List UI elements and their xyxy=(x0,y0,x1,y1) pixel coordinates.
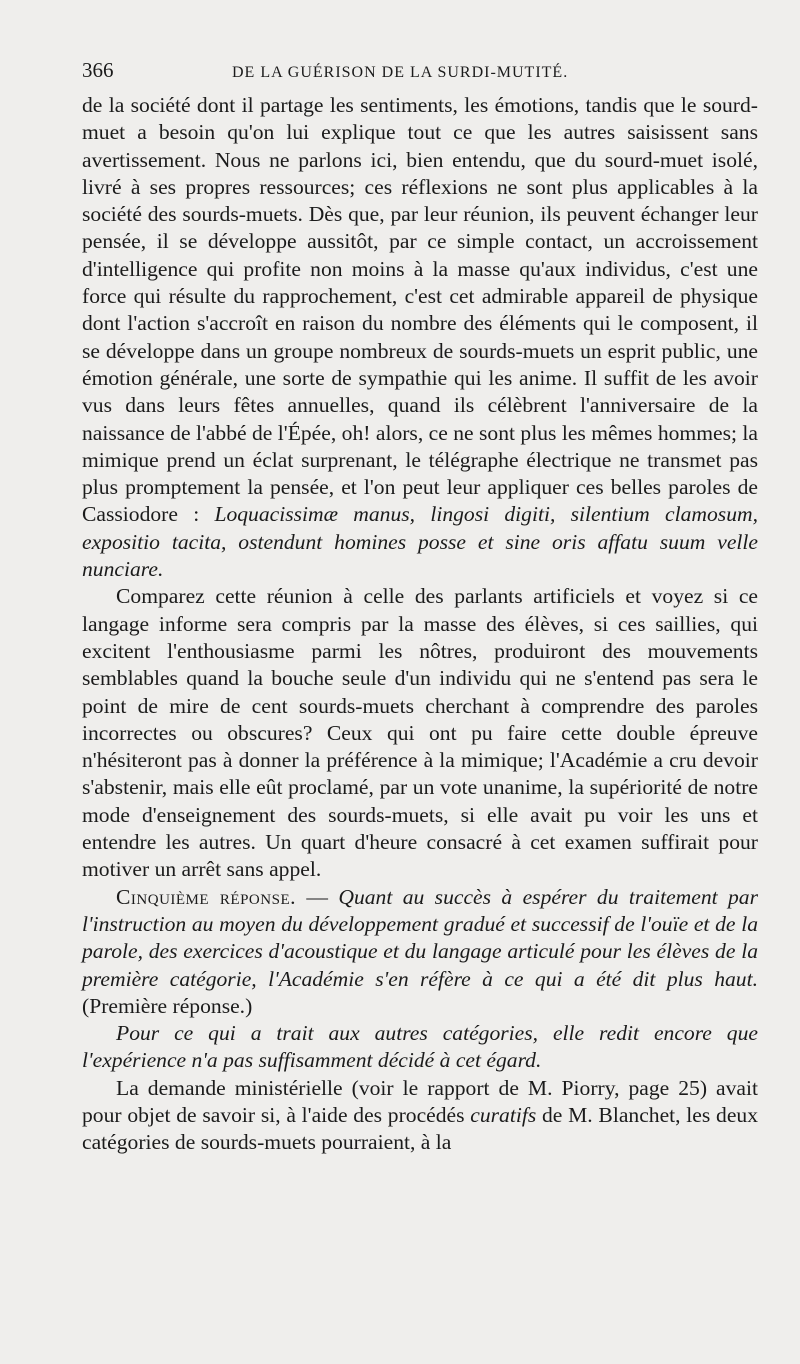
paragraph-3-tail: (Première réponse.) xyxy=(82,993,253,1018)
paragraph-1 xyxy=(82,92,758,583)
page-number: 366 xyxy=(82,58,114,82)
paragraph-2 xyxy=(82,583,758,883)
paragraph-5-text-end: de M. Blanchet, les deux catégories de sourds-muets pourraient, à la xyxy=(82,1102,758,1155)
paragraph-3-italic: Quant au succès à espérer du traitement par l'instruction au moyen du développement gradué et successif de l'ouïe et de la parole, des exercices d'acoustique et du langage articulé pour les élèves de la première catégorie, l'Académie s'en réfère à ce qui a été dit plus haut. xyxy=(82,884,759,991)
paragraph-3 xyxy=(82,884,758,1020)
paragraph-2-text: Comparez cette réunion à celle des parlants artificiels et voyez si ce langage informe sera compris par la masse des élèves, si ces saillies, qui excitent l'enthousiasme parmi les nôtres, produiront des mouvements semblables quand la bouche seule d'un individu qui ne s'entend pas sera le point de mire de cent sourds-muets cherchant à comprendre des paroles incorrectes ou obscures? Ceux qui ont pu faire cette double épreuve n'hésiteront pas à donner la préférence à la mimique; l'Académie a cru devoir s'abstenir, mais elle eût proclamé, par un vote unanime, la supériorité de notre mode d'enseignement des sourds-muets, si elle avait pu voir les uns et entendre les autres. Un quart d'heure consacré à cet examen suffirait pour motiver un arrêt sans appel. xyxy=(82,584,758,882)
paragraph-4-italic: Pour ce qui a trait aux autres catégories, elle redit encore que l'expérience n'a pas suffisamment décidé à cet égard. xyxy=(82,1021,758,1073)
paragraph-4 xyxy=(82,1020,758,1075)
latin-quotation: Loquacissimæ manus, lingosi digiti, silentium clamosum, expositio tacita, ostendunt homines posse et sine oris affatu suum velle nunciare. xyxy=(82,502,758,582)
body-text xyxy=(82,92,758,1157)
page-header xyxy=(82,58,758,92)
paragraph-1-text: de la société dont il partage les sentiments, les émotions, tandis que le sourd-muet a besoin qu'on lui explique tout ce que les autres saisissent sans avertissement. Nous ne parlons ici, bien entendu, que du sourd-muet isolé, livré à ses propres ressources; ces réflexions ne sont plus applicables à la société des sourds-muets. Dès que, par leur réunion, ils peuvent échanger leur pensée, il se développe aussitôt, par ce simple contact, un accroissement d'intelligence qui profite non moins à la masse qu'aux individus, c'est une force qui résulte du rapprochement, c'est cet admirable appareil de physique dont l'action s'accroît en raison du nombre des éléments qui le composent, il se développe dans un groupe nombreux de sourds-muets un esprit public, une émotion générale, une sorte de sympathie qui les anime. Il suffit de les avoir vus dans leurs fêtes annuelles, quand ils célèbrent l'anniversaire de la naissance de l'abbé de l'Épée, oh! alors, ce ne sont plus les mêmes hommes; la mimique prend un éclat surprenant, le télégraphe électrique ne transmet pas plus promptement la pensée, et l'on peut leur appliquer ces belles paroles de Cassiodore : xyxy=(82,93,758,527)
paragraph-5 xyxy=(82,1075,758,1157)
paragraph-5-italic: curatifs xyxy=(470,1102,537,1127)
running-title: DE LA GUÉRISON DE LA SURDI-MUTITÉ. xyxy=(232,64,569,81)
em-dash: — xyxy=(296,884,339,909)
paragraph-5-text-start: La demande ministérielle (voir le rapport de M. Piorry, page 25) avait pour objet de savoir si, à l'aide des procédés xyxy=(82,1075,758,1127)
section-label: Cinquième réponse. xyxy=(116,884,297,909)
